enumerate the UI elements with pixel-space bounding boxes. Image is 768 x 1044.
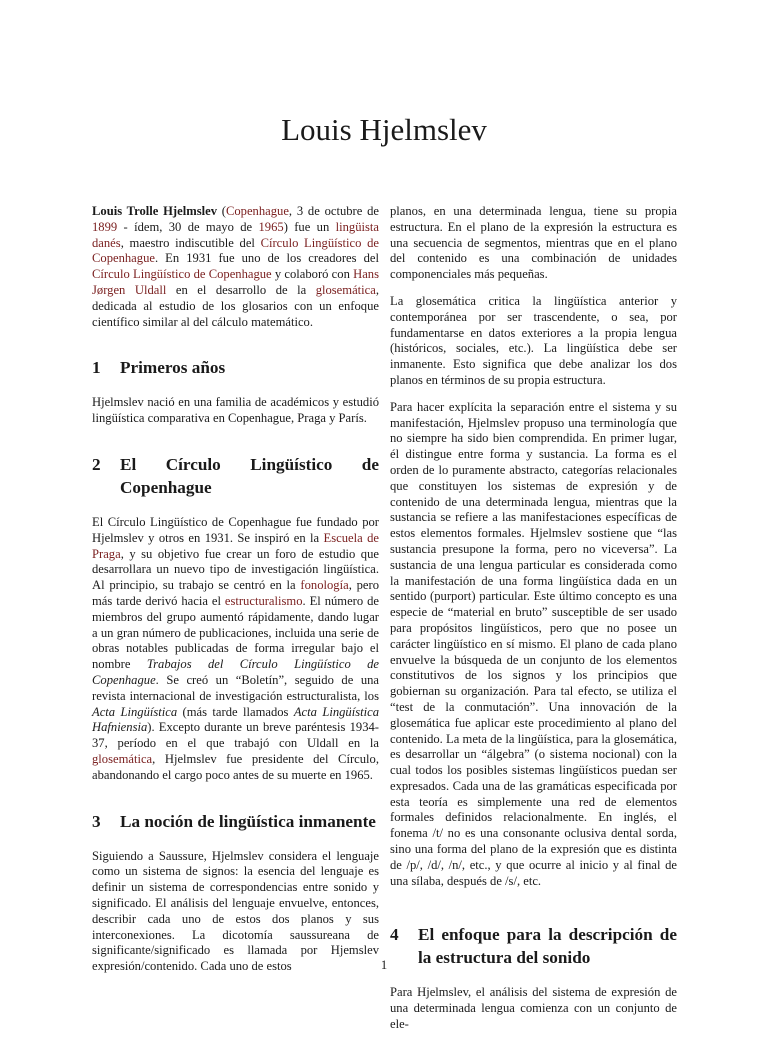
section-title: El enfoque para la descripción de la estructura del sonido	[418, 925, 677, 968]
section-3-paragraph-2: La glosemática critica la lingüística anterior y contemporánea por ser trascendente, o sea, por fundamentarse en datos exteriores a la propia lengua (históricos, sociales, etc.). La lingüística debe ser inmanente. Esto significa que debe analizar los dos planos en términos de su propia estructura.	[390, 293, 677, 387]
link-1965[interactable]: 1965	[258, 219, 284, 234]
italic-title: Trabajos del Círculo Lingüístico de Copenhague	[92, 657, 379, 687]
text-fragment: . Se creó un “Boletín”, seguido de una revista internacional de investigación estructuralista, los	[92, 672, 379, 703]
text-fragment: - ídem, 30 de mayo de	[117, 219, 259, 234]
text-fragment: , y su objetivo fue crear un foro de estudio que desarrollara un nuevo tipo de investigación lingüística. Al principio, su trabajo se centró en la	[92, 546, 379, 593]
left-column	[92, 204, 379, 986]
link-glosematica-2[interactable]: glosemática	[92, 751, 153, 766]
italic-title: Acta Lingüística Hafniensia	[92, 704, 380, 735]
section-heading-2	[92, 453, 379, 499]
right-column	[390, 204, 677, 1044]
person-name: Louis Trolle Hjelmslev	[92, 204, 217, 218]
section-title: El Círculo Lingüístico de Copenhague	[120, 454, 379, 497]
link-hans-jorgen-uldall[interactable]: Hans Jørgen Uldall	[92, 267, 379, 297]
section-number: 2	[92, 454, 101, 474]
text-fragment: , dedicada al estudio de los glosarios con un enfoque científico similar al del cálculo matemático.	[92, 282, 379, 329]
link-fonologia[interactable]: fonología	[300, 578, 349, 593]
section-4-paragraph: Para Hjelmslev, el análisis del sistema de expresión de una determinada lengua comienza con un conjunto de ele-	[390, 985, 677, 1032]
text-fragment: y colaboró con	[271, 267, 354, 282]
section-number: 1	[92, 358, 101, 378]
section-3-paragraph-1-continued: planos, en una determinada lengua, tiene su propia estructura. En el plano de la expresión la estructura es una secuencia de segmentos, mientras que en el plano del contenido es una combinación de unidades componenciales más pequeñas.	[390, 204, 677, 282]
text-fragment: ). Excepto durante un breve paréntesis 1934-37, período en el que trabajó con Uldall en la	[92, 720, 379, 751]
text-fragment: , pero más tarde derivó hacia el	[92, 578, 379, 608]
link-circulo-linguistico[interactable]: Círculo Lingüístico de Copenhague	[92, 235, 379, 266]
section-2-paragraph	[92, 515, 379, 784]
section-1-paragraph: Hjelmslev nació en una familia de académicos y estudió lingüística comparativa en Copenhague, Praga y París.	[92, 395, 379, 426]
section-number: 3	[92, 811, 101, 831]
section-number: 4	[390, 925, 399, 945]
text-fragment: en el desarrollo de la	[166, 282, 316, 297]
link-1899[interactable]: 1899	[92, 219, 118, 234]
link-escuela-de-praga[interactable]: Escuela de Praga	[92, 530, 379, 561]
text-fragment: , 3 de octubre de	[288, 204, 379, 218]
text-fragment: . En 1931 fue uno de los creadores del	[154, 251, 379, 266]
text-fragment: , maestro indiscutible del	[120, 235, 261, 250]
section-3-paragraph-1: Siguiendo a Saussure, Hjelmslev considera el lenguaje como un sistema de signos: la esencia del lenguaje es definir un sistema de correspondencias entre sonido y significado. El análisis del lenguaje envuelve, entonces, describir cada uno de estos dos planos y sus interconexiones. La dicotomía saussureana de significante/significado es llamada por Hjemslev expresión/contenido. Cada uno de estos	[92, 848, 379, 974]
link-linguista-danes[interactable]: lingüista danés	[92, 219, 379, 250]
page-number: 1	[380, 958, 388, 972]
link-glosematica[interactable]: glosemática	[315, 282, 376, 297]
intro-paragraph	[92, 204, 379, 330]
link-copenhague[interactable]: Copenhague	[225, 204, 289, 218]
text-fragment: (	[217, 204, 226, 218]
section-title: Primeros años	[120, 358, 226, 378]
text-fragment: ) fue un	[283, 219, 336, 234]
text-fragment: (más tarde llamados	[177, 704, 294, 719]
italic-title: Acta Lingüística	[92, 704, 178, 719]
text-fragment: , Hjelmslev fue presidente del Círculo, abandonando el cargo poco antes de su muerte en 1965.	[92, 751, 379, 782]
page-title: Louis Hjelmslev	[281, 112, 487, 147]
section-heading-3	[92, 810, 379, 833]
section-heading-1	[92, 356, 379, 379]
link-estructuralismo[interactable]: estructuralismo	[224, 593, 303, 608]
link-circulo-linguistico-2[interactable]: Círculo Lingüístico de Copenhague	[92, 267, 272, 282]
section-3-paragraph-3: Para hacer explícita la separación entre el sistema y su manifestación, Hjelmslev propuso una terminología que no siempre ha sido bien comprendida. En primer lugar, él distingue entre forma y sustancia. La forma es el orden de lo puramente abstracto, categorías relacionales que constituyen los sistemas de expresión y de contenido de una determinada lengua, mientras que la sustancia se refiere a las manifestaciones específicas de estos elementos formales. Hjelmslev sostiene que “las sustancia presupone la forma, pero no viceversa”. La sustancia de una lengua particular es considerada como la manifestación de una forma lingüística dada en un sentido (purport) particular. Este último concepto es una especie de “material en bruto” susceptible de ser usado para propósitos lingüísticos, pero que no posee un carácter lingüístico en sí mismo. El plano de cada plano envuelve la búsqueda de un conjunto de los elementos constitutivos de los signos y los principios que gobiernan su organización. Para tal efecto, se utiliza el “test de la conmutación”. Una innovación de la glosemática fue aplicar este procedimiento al plano del contenido. La meta de la lingüística, para la glosemática, es desarrollar un “álgebra” (o sistema nocional) con la cual todos los posibles sistemas lingüísticos puedan ser expresados. Cada una de las gramáticas especificada por esta teoría es simplemente una red de elementos formales definidos relacionalmente. En inglés, el fonema /t/ no es una consonante oclusiva dental sorda, sino una forma del plano de la expresión que es distinta de /p/, /d/, /n/, etc., y que ocurre al inicio y al final de una sílaba, después de /s/, etc.	[390, 399, 677, 888]
text-fragment: . El número de miembros del grupo aumentó rápidamente, dando lugar a un gran número de publicaciones, incluida una serie de obras notables publicadas de forma irregular bajo el nombre	[92, 593, 379, 672]
section-title: La noción de lingüística inmanente	[120, 811, 376, 831]
text-fragment: El Círculo Lingüístico de Copenhague fue fundado por Hjelmslev y otros en 1931. Se inspiró en la	[92, 514, 379, 545]
